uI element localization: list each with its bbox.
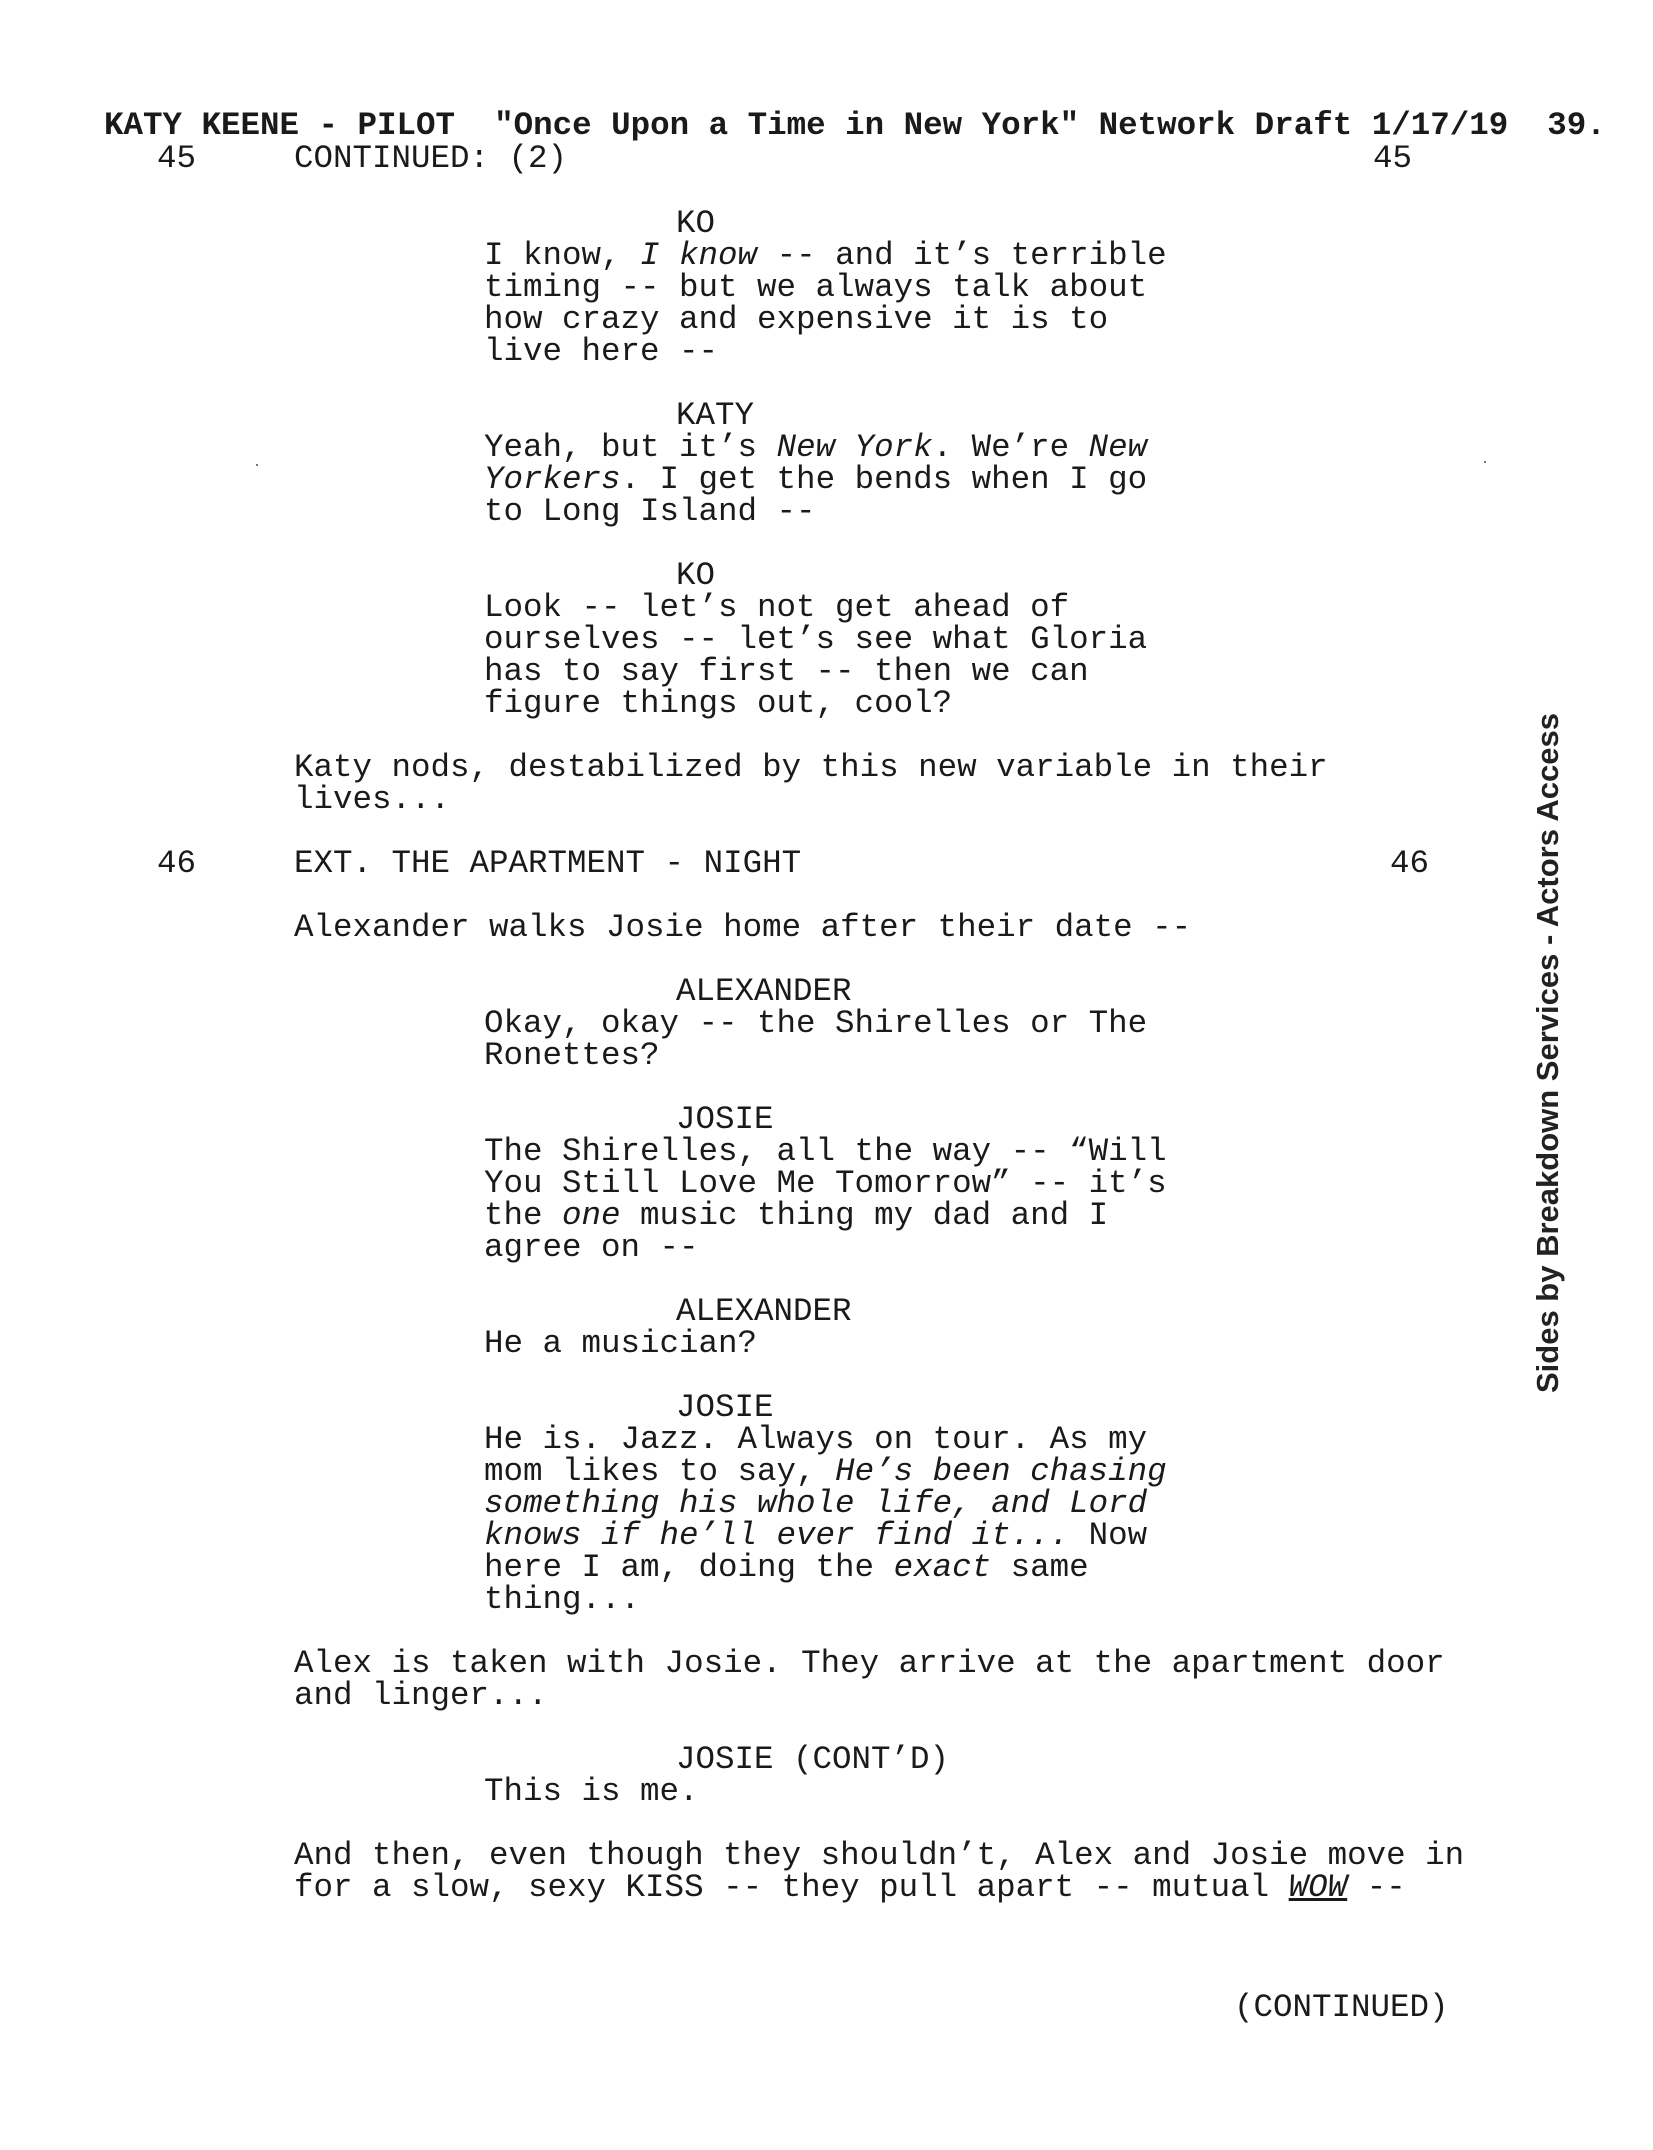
dialogue-line: Ronettes? xyxy=(484,1037,660,1074)
scan-speck xyxy=(1484,461,1486,463)
character-name: KATY xyxy=(676,397,755,434)
scene-heading: EXT. THE APARTMENT - NIGHT xyxy=(294,845,802,882)
scene-number-right: 45 xyxy=(1373,140,1413,177)
character-name: ALEXANDER xyxy=(676,1293,852,1330)
dialogue-line: has to say first -- then we can xyxy=(484,653,1089,690)
action-line: And then, even though they shouldn’t, Alex and Josie move in xyxy=(294,1837,1465,1874)
scan-speck xyxy=(256,464,258,466)
continued-label: CONTINUED: (2) xyxy=(294,140,568,177)
dialogue-line: ourselves -- let’s see what Gloria xyxy=(484,621,1148,658)
dialogue-line: He is. Jazz. Always on tour. As my xyxy=(484,1421,1148,1458)
dialogue-line: the one music thing my dad and I xyxy=(484,1197,1109,1234)
dialogue-line: The Shirelles, all the way -- “Will xyxy=(484,1133,1167,1170)
character-name: JOSIE (CONT’D) xyxy=(676,1741,950,1778)
dialogue-line: Yeah, but it’s New York. We’re New xyxy=(484,429,1148,466)
page-header: KATY KEENE - PILOT "Once Upon a Time in New York" Network Draft 1/17/19 39. xyxy=(104,107,1606,144)
action-line: lives... xyxy=(294,781,451,818)
dialogue-line: figure things out, cool? xyxy=(484,685,953,722)
character-name: JOSIE xyxy=(676,1101,774,1138)
dialogue-line: Look -- let’s not get ahead of xyxy=(484,589,1070,626)
scene-number-left: 45 xyxy=(157,140,197,177)
action-line: Alexander walks Josie home after their date -- xyxy=(294,909,1192,946)
dialogue-line: to Long Island -- xyxy=(484,493,816,530)
dialogue-line: timing -- but we always talk about xyxy=(484,269,1148,306)
character-name: KO xyxy=(676,205,716,242)
action-line: Alex is taken with Josie. They arrive at the apartment door xyxy=(294,1645,1445,1682)
dialogue-line: Yorkers. I get the bends when I go xyxy=(484,461,1148,498)
scene-number-right: 46 xyxy=(1390,845,1430,882)
dialogue-line: thing... xyxy=(484,1581,641,1618)
dialogue-line: how crazy and expensive it is to xyxy=(484,301,1109,338)
scene-number-left: 46 xyxy=(157,845,197,882)
dialogue-line: something his whole life, and Lord xyxy=(484,1485,1148,1522)
action-line: and linger... xyxy=(294,1677,548,1714)
dialogue-line: Okay, okay -- the Shirelles or The xyxy=(484,1005,1148,1042)
character-name: ALEXANDER xyxy=(676,973,852,1010)
dialogue-line: here I am, doing the exact same xyxy=(484,1549,1089,1586)
side-watermark: Sides by Breakdown Services - Actors Access xyxy=(1530,712,1565,1394)
dialogue-line: This is me. xyxy=(484,1773,699,1810)
character-name: KO xyxy=(676,557,716,594)
dialogue-line: You Still Love Me Tomorrow” -- it’s xyxy=(484,1165,1167,1202)
action-line: Katy nods, destabilized by this new variable in their xyxy=(294,749,1328,786)
dialogue-line: I know, I know -- and it’s terrible xyxy=(484,237,1167,274)
dialogue-line: agree on -- xyxy=(484,1229,699,1266)
action-line: for a slow, sexy KISS -- they pull apart -- mutual WOW -- xyxy=(294,1869,1406,1906)
dialogue-line: He a musician? xyxy=(484,1325,758,1362)
dialogue-line: knows if he’ll ever find it... Now xyxy=(484,1517,1148,1554)
dialogue-line: mom likes to say, He’s been chasing xyxy=(484,1453,1167,1490)
dialogue-line: live here -- xyxy=(484,333,719,370)
character-name: JOSIE xyxy=(676,1389,774,1426)
continued-footer: (CONTINUED) xyxy=(1234,1989,1449,2026)
